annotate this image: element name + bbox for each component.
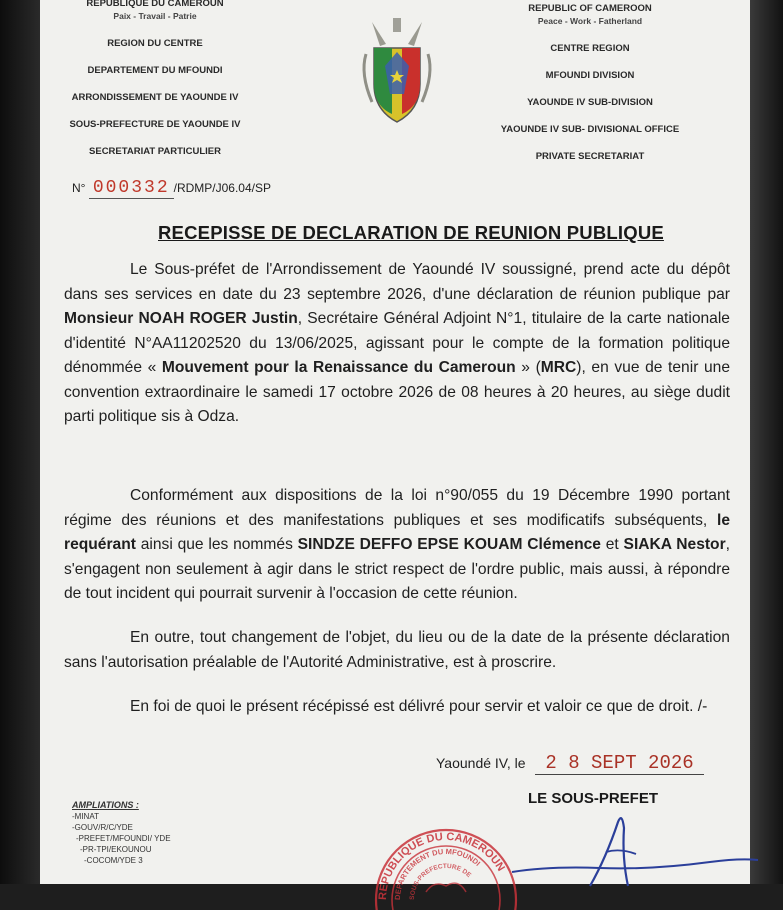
header-left-country: REPUBLIQUE DU CAMEROUN [86,0,224,9]
ampliation-item: -PR-TPI/EKOUNOU [80,845,152,854]
header-left-department: DEPARTEMENT DU MFOUNDI [87,65,223,76]
document-title: RECEPISSE DE DECLARATION DE REUNION PUBLIQUE [158,222,664,243]
header-right-division: MFOUNDI DIVISION [545,70,635,81]
official-stamp-icon [364,800,524,910]
handwritten-date: 2 8 SEPT 2026 [535,752,703,775]
stamp-inner-text: SOUS-PREFECTURE DE [408,862,473,901]
stamp-outer-text: REPUBLIQUE DU CAMEROUN [376,830,507,901]
paragraph-legal-provisions [64,484,730,607]
header-left-secretariat: SECRETARIAT PARTICULIER [89,146,221,157]
p2-text-1: Conformément aux dispositions de la loi n°90/055 du 19 Décembre 1990 portant régime des réunions et des manifestations publiques et ses modificatifs subséquents, [64,487,730,529]
header-left [40,0,270,158]
reference-handwritten-number: 000332 [89,178,174,199]
p2-person-1: SINDZE DEFFO EPSE KOUAM Clémence [297,536,601,553]
header-left-region: REGION DU CENTRE [107,38,203,49]
photo-edge-left [0,0,40,884]
date-line [436,752,704,774]
svg-text:SOUS-PREFECTURE DE [409,863,473,900]
p1-text-4: ), en vue de tenir une convention extraordinaire le samedi 17 octobre 2026 de 08 heures à 20 heures, au siège dudit parti politique sis à Odza. [64,359,731,425]
p2-requerant: le requérant [64,511,730,553]
p2-text-3: et [600,536,624,553]
p2-text-2: ainsi que les nommés [135,536,298,553]
p1-party-acronym: MRC [540,359,577,376]
header-right-office: YAOUNDE IV SUB- DIVISIONAL OFFICE [500,124,680,135]
header-right [475,0,705,163]
p1-party-name: Mouvement pour la Renaissance du Cameroun [161,359,516,376]
signer-title: LE SOUS-PREFET [528,790,659,807]
paragraph-declaration [64,258,730,430]
p2-text-4: , s'engagent non seulement à agir dans le strict respect de l'ordre public, mais aussi, à répondre de tout incident qui pourrait survenir à l'occasion de cette réunion. [64,536,730,602]
p2-person-2: SIAKA Nestor [623,536,726,553]
photo-edge-right [750,0,783,884]
header-right-motto: Peace - Work - Fatherland [537,16,643,26]
ampliation-item: -GOUV/R/C/YDE [72,823,133,832]
p1-text-3: » ( [515,359,541,376]
p1-text-1: Le Sous-préfet de l'Arrondissement de Yaoundé IV soussigné, prend acte du dépôt dans ses services en date du 23 septembre 2026, d'une déclaration de réunion publique par [64,261,730,303]
paragraph-closing: En foi de quoi le présent récépissé est délivré pour servir et valoir ce que de droit. /- [130,698,708,715]
stamp-middle-text: DEPARTEMENT DU MFOUNDI [392,846,483,901]
reference-suffix: /RDMP/J06.04/SP [173,181,271,195]
ampliation-item: -PREFET/MFOUNDI/ YDE [76,834,171,843]
p1-text-2: , Secrétaire Général Adjoint N°1, titulaire de la carte nationale d'identité N°AA11202520 du 13/06/2025, agissant pour le compte de la formation politique dénommée « [64,310,730,376]
paragraph-changes: En outre, tout changement de l'objet, du lieu ou de la date de la présente déclaration sans l'autorisation préalable de l'Autorité Administrative, est à proscrire. [64,629,730,671]
date-place: Yaoundé IV, le [436,755,526,771]
ampliation-item: -MINAT [72,812,99,821]
reference-prefix: N° [72,181,86,195]
ampliation-item: -COCOM/YDE 3 [84,856,143,865]
header-left-arrondissement: ARRONDISSEMENT DE YAOUNDE IV [71,92,239,103]
header-left-sous-prefecture: SOUS-PREFECTURE DE YAOUNDE IV [69,119,241,130]
p1-declarant-name: Monsieur NOAH ROGER Justin [64,310,298,327]
header-right-region: CENTRE REGION [550,43,630,54]
coat-of-arms-icon [352,14,442,134]
ampliations [72,800,171,866]
header-right-country: REPUBLIC OF CAMEROON [528,3,652,14]
signature-icon [510,808,760,888]
header-right-secretariat: PRIVATE SECRETARIAT [535,151,645,162]
ampliations-heading: AMPLIATIONS : [72,800,139,810]
header-left-motto: Paix - Travail - Patrie [113,11,197,21]
header-right-subdivision: YAOUNDE IV SUB-DIVISION [527,97,653,108]
reference-number [72,178,271,198]
